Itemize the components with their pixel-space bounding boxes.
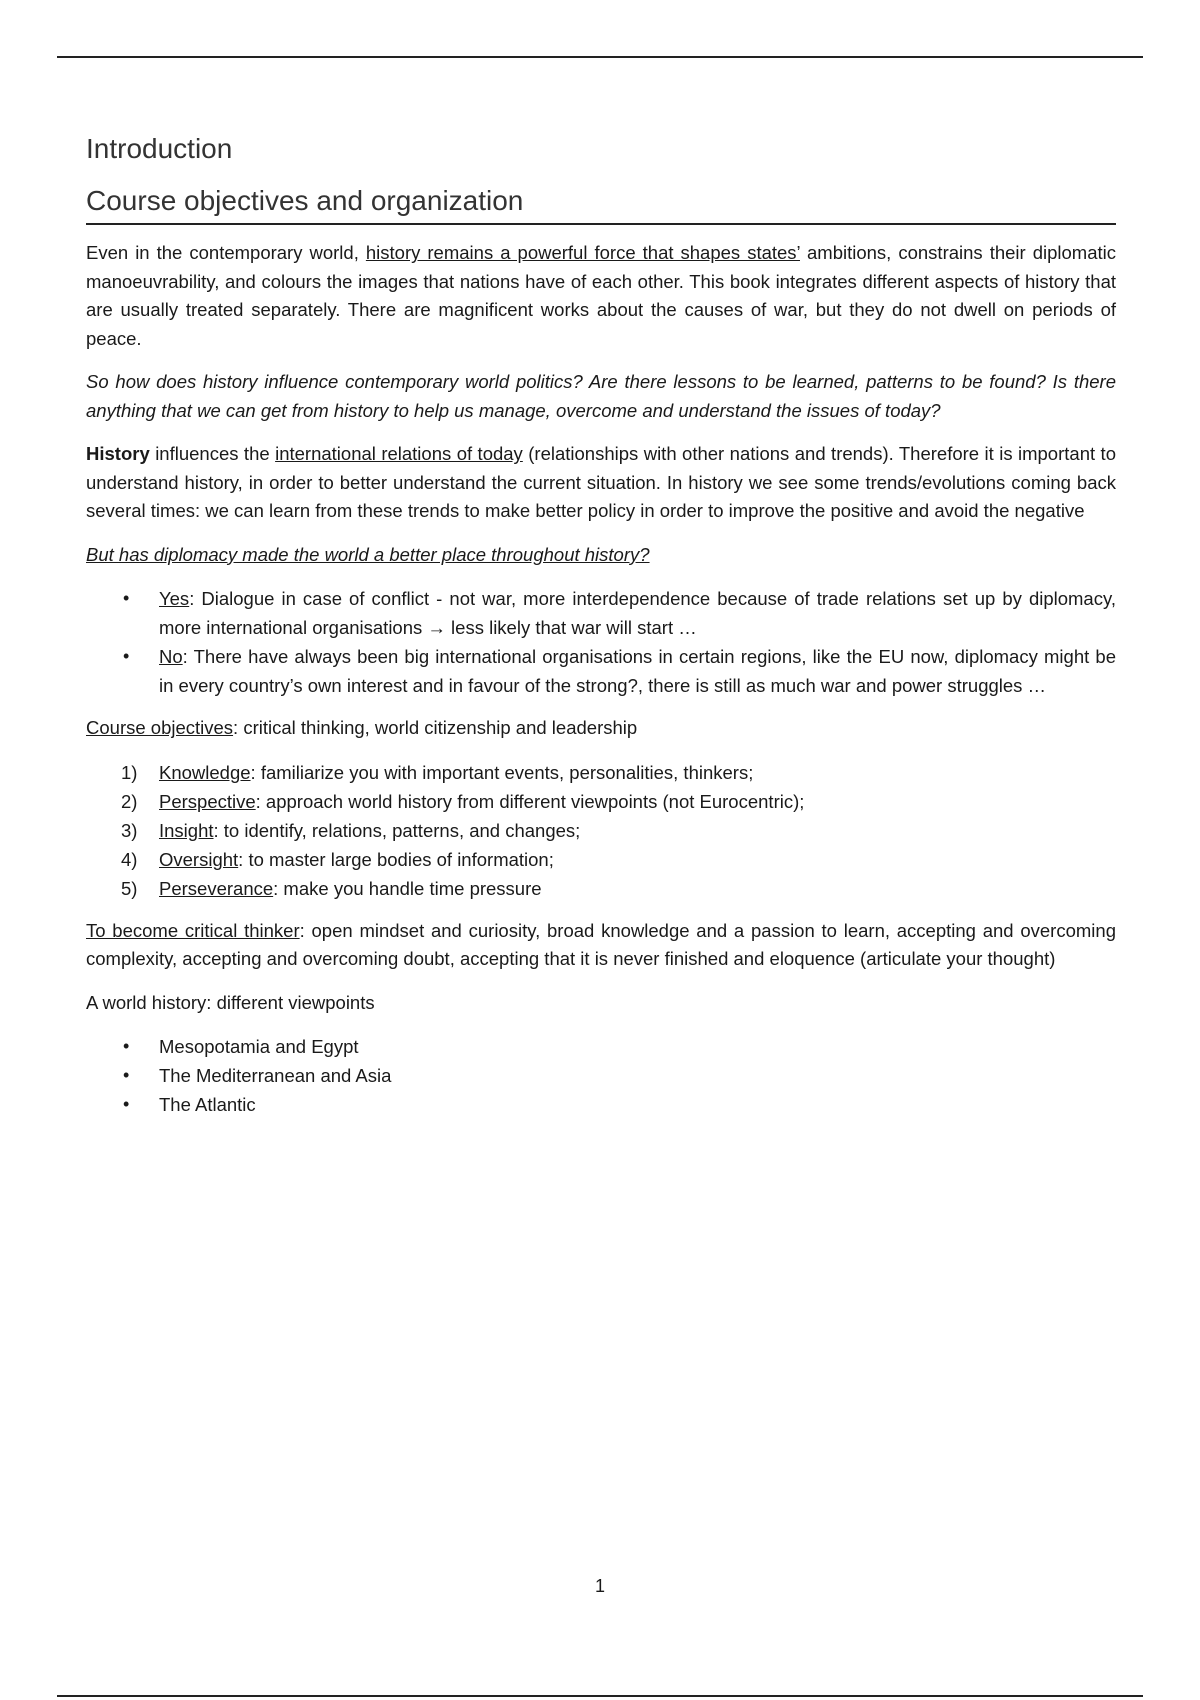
item-term: Perseverance xyxy=(159,877,274,899)
item-number: 3) xyxy=(121,819,138,841)
document-body xyxy=(86,132,1116,1133)
item-number: 4) xyxy=(121,848,138,870)
item-text: : approach world history from different viewpoints (not Eurocentric); xyxy=(255,790,805,812)
history-underlined: international relations of today xyxy=(275,443,523,465)
list-item xyxy=(86,584,1116,642)
item-text: : make you handle time pressure xyxy=(273,877,542,899)
footer-rule xyxy=(57,1695,1143,1697)
item-number: 1) xyxy=(121,761,138,783)
item-number: 5) xyxy=(121,877,138,899)
item-text: : familiarize you with important events, personalities, thinkers; xyxy=(250,761,754,783)
critical-thinker-paragraph xyxy=(86,917,1116,974)
point-text: : There have always been big international organisations in certain regions, like the EU now, diplomacy might be in every country’s own interest and in favour of the strong?, there is still as much war and power struggles … xyxy=(159,646,1116,697)
objectives-list xyxy=(86,758,1116,903)
page-title: Introduction xyxy=(86,133,233,164)
list-item: • The Mediterranean and Asia xyxy=(86,1061,1116,1090)
diplomacy-question: But has diplomacy made the world a better place throughout history? xyxy=(86,543,650,565)
objectives-text: : critical thinking, world citizenship and leadership xyxy=(233,717,638,739)
intro-text-2: ambitions, constrains their diplomatic manoeuvrability, and colours the images that nations have of each other. This book integrates different aspects of history that are usually treated separately. There are magnificent works about the causes of war, but they do not dwell on periods of peace. xyxy=(86,242,1116,349)
item-term: Knowledge xyxy=(159,761,251,783)
list-item: • Mesopotamia and Egypt xyxy=(86,1032,1116,1061)
history-paragraph xyxy=(86,440,1116,526)
list-item xyxy=(86,642,1116,700)
point-label: No xyxy=(159,646,183,668)
point-text-2: less likely that war will start … xyxy=(445,617,697,639)
item-term: Oversight xyxy=(159,848,239,870)
objectives-label: Course objectives xyxy=(86,717,234,739)
list-item xyxy=(86,845,1116,874)
list-item xyxy=(86,758,1116,787)
list-item: • The Atlantic xyxy=(86,1090,1116,1119)
item-term: Insight xyxy=(159,819,214,841)
critical-label: To become critical thinker xyxy=(86,919,300,941)
world-history-heading: A world history: different viewpoints xyxy=(86,991,375,1013)
section-heading: Course objectives and organization xyxy=(86,184,1116,226)
intro-paragraph xyxy=(86,239,1116,353)
list-item xyxy=(86,874,1116,903)
history-text-2: (relationships with other nations and trends). Therefore it is important to understand history, in order to better understand the current situation. In history we see some trends/evolutions coming back several times: we can learn from these trends to make better policy in order to improve the positive and avoid the negative xyxy=(86,443,1116,522)
question-paragraph: So how does history influence contemporary world politics? Are there lessons to be learned, patterns to be found? Is there anything that we can get from history to help us manage, overcome and understand the issues of today? xyxy=(86,371,1116,421)
page-number: 1 xyxy=(594,1576,605,1596)
point-label: Yes xyxy=(159,588,190,610)
header-rule xyxy=(57,56,1143,58)
list-item xyxy=(86,816,1116,845)
history-bold: History xyxy=(86,443,150,465)
world-history-list xyxy=(86,1032,1116,1119)
item-text: : to identify, relations, patterns, and changes; xyxy=(213,819,581,841)
item-number: 2) xyxy=(121,790,138,812)
point-text: : Dialogue in case of conflict - not war, more interdependence because of trade relations set up by diplomacy, more international organisations xyxy=(159,588,1116,639)
critical-text: : open mindset and curiosity, broad knowledge and a passion to learn, accepting and overcoming complexity, accepting and overcoming doubt, accepting that it is never finished and eloquence (articulate your thought) xyxy=(86,919,1116,970)
intro-underlined: history remains a powerful force that shapes states’ xyxy=(365,242,800,264)
item-term: Perspective xyxy=(159,790,256,812)
list-item xyxy=(86,787,1116,816)
intro-text-1: Even in the contemporary world, xyxy=(86,242,366,264)
diplomacy-list xyxy=(86,584,1116,700)
objectives-paragraph xyxy=(86,714,1116,743)
arrow-icon: → xyxy=(427,617,446,639)
item-text: : to master large bodies of information; xyxy=(238,848,554,870)
history-text-1: influences the xyxy=(149,443,276,465)
